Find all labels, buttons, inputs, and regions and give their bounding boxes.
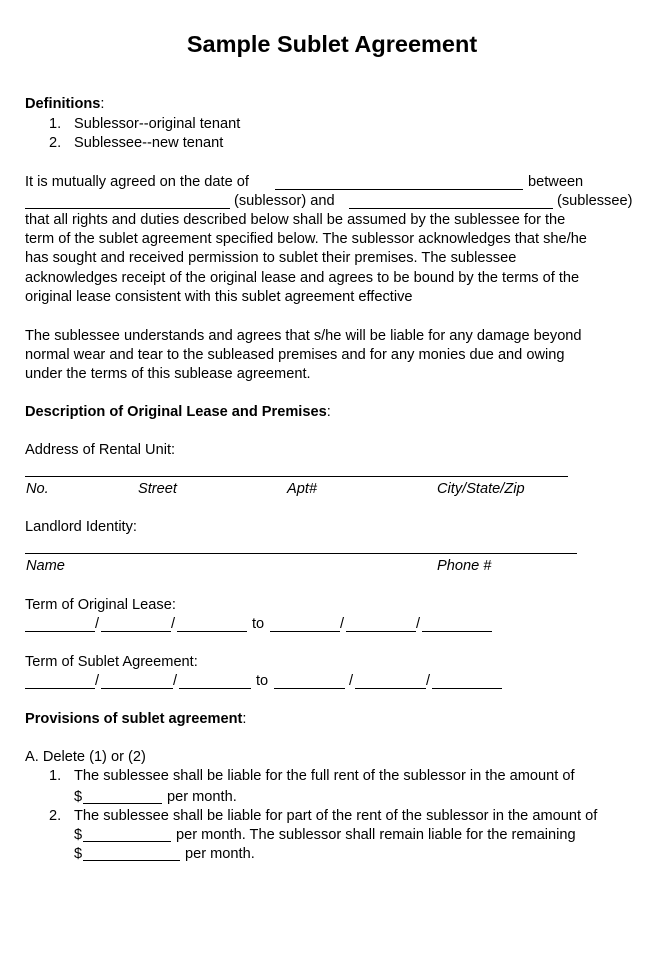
provision-item-1-num: 1. xyxy=(49,768,62,784)
provisions-heading-line xyxy=(25,710,246,729)
slash: / xyxy=(349,673,354,689)
full-rent-amount-blank xyxy=(83,803,162,804)
provisions-colon: : xyxy=(242,711,247,727)
sub-end-year-blank xyxy=(432,688,502,689)
to-label: to xyxy=(256,673,269,689)
provision-item-2-line1: The sublessee shall be liable for part of the rent of the sublessor in the amount of xyxy=(74,808,598,824)
landlord-name-label: Name xyxy=(26,558,65,574)
partial-rent-amount-blank xyxy=(83,841,171,842)
orig-end-day-blank xyxy=(346,631,416,632)
slash: / xyxy=(426,673,431,689)
sublessee-blank xyxy=(349,208,553,209)
para1-line4: term of the sublet agreement specified below. The sublessor acknowledges that she/he xyxy=(25,231,587,247)
orig-end-month-blank xyxy=(270,631,340,632)
landlord-phone-label: Phone # xyxy=(437,558,492,574)
address-street-label: Street xyxy=(138,481,177,497)
term-original-label: Term of Original Lease: xyxy=(25,597,176,613)
provisions-heading: Provisions of sublet agreement xyxy=(25,711,243,727)
para2-line3: under the terms of this sublease agreement. xyxy=(25,366,311,382)
definition-item-2 xyxy=(49,134,224,153)
para1-line1-end: between xyxy=(528,174,584,190)
orig-start-year-blank xyxy=(177,631,247,632)
para2-line1: The sublessee understands and agrees that s/he will be liable for any damage beyond xyxy=(25,328,582,344)
description-colon: : xyxy=(326,404,331,420)
provision-item-2-line3: per month. xyxy=(185,846,255,862)
definition-item-1 xyxy=(49,115,241,134)
term-sublet-label: Term of Sublet Agreement: xyxy=(25,654,198,670)
definitions-heading: Definitions xyxy=(25,96,101,112)
slash: / xyxy=(171,616,176,632)
delete-note: A. Delete (1) or (2) xyxy=(25,749,146,765)
landlord-label: Landlord Identity: xyxy=(25,519,137,535)
definition-num: 2. xyxy=(49,135,62,151)
description-heading-line xyxy=(25,403,331,422)
address-apt-label: Apt# xyxy=(287,481,318,497)
provision-item-2-dollar-2: $ xyxy=(74,846,83,862)
definitions-heading-line xyxy=(25,95,104,114)
para1-line2-end: (sublessee) xyxy=(557,193,633,209)
slash: / xyxy=(95,673,100,689)
remaining-rent-amount-blank xyxy=(83,860,180,861)
description-heading: Description of Original Lease and Premises xyxy=(25,404,327,420)
para1-line6: acknowledges receipt of the original lease and agrees to be bound by the terms of the xyxy=(25,270,580,286)
provision-item-1-line2: per month. xyxy=(167,789,237,805)
sub-start-day-blank xyxy=(101,688,173,689)
definition-text: Sublessor--original tenant xyxy=(74,116,241,132)
definition-num: 1. xyxy=(49,116,62,132)
sub-start-month-blank xyxy=(25,688,95,689)
para1-line1-start: It is mutually agreed on the date of xyxy=(25,174,249,190)
para2-line2: normal wear and tear to the subleased premises and for any monies due and owing xyxy=(25,347,565,363)
slash: / xyxy=(340,616,345,632)
provision-item-2-line2: per month. The sublessor shall remain liable for the remaining xyxy=(176,827,576,843)
slash: / xyxy=(416,616,421,632)
provision-item-1-line1: The sublessee shall be liable for the full rent of the sublessor in the amount of xyxy=(74,768,575,784)
para1-line7: original lease consistent with this sublet agreement effective xyxy=(25,289,413,305)
date-blank xyxy=(275,189,523,190)
address-blank xyxy=(25,476,568,477)
orig-start-day-blank xyxy=(101,631,171,632)
to-label: to xyxy=(252,616,265,632)
provision-item-2-num: 2. xyxy=(49,808,62,824)
orig-end-year-blank xyxy=(422,631,492,632)
provision-item-1-dollar: $ xyxy=(74,789,83,805)
sub-start-year-blank xyxy=(179,688,251,689)
slash: / xyxy=(95,616,100,632)
landlord-blank xyxy=(25,553,577,554)
sub-end-month-blank xyxy=(274,688,345,689)
sublessor-blank xyxy=(25,208,230,209)
address-no-label: No. xyxy=(26,481,49,497)
document-title: Sample Sublet Agreement xyxy=(186,31,478,57)
address-label: Address of Rental Unit: xyxy=(25,442,176,458)
slash: / xyxy=(173,673,178,689)
definition-text: Sublessee--new tenant xyxy=(74,135,224,151)
provision-item-2-dollar: $ xyxy=(74,827,83,843)
address-city-label: City/State/Zip xyxy=(437,481,525,497)
para1-line2-mid: (sublessor) and xyxy=(234,193,335,209)
para1-line3: that all rights and duties described below shall be assumed by the sublessee for the xyxy=(25,212,566,228)
para1-line5: has sought and received permission to sublet their premises. The sublessee xyxy=(25,250,517,266)
sub-end-day-blank xyxy=(355,688,426,689)
orig-start-month-blank xyxy=(25,631,95,632)
definitions-colon: : xyxy=(100,96,105,112)
